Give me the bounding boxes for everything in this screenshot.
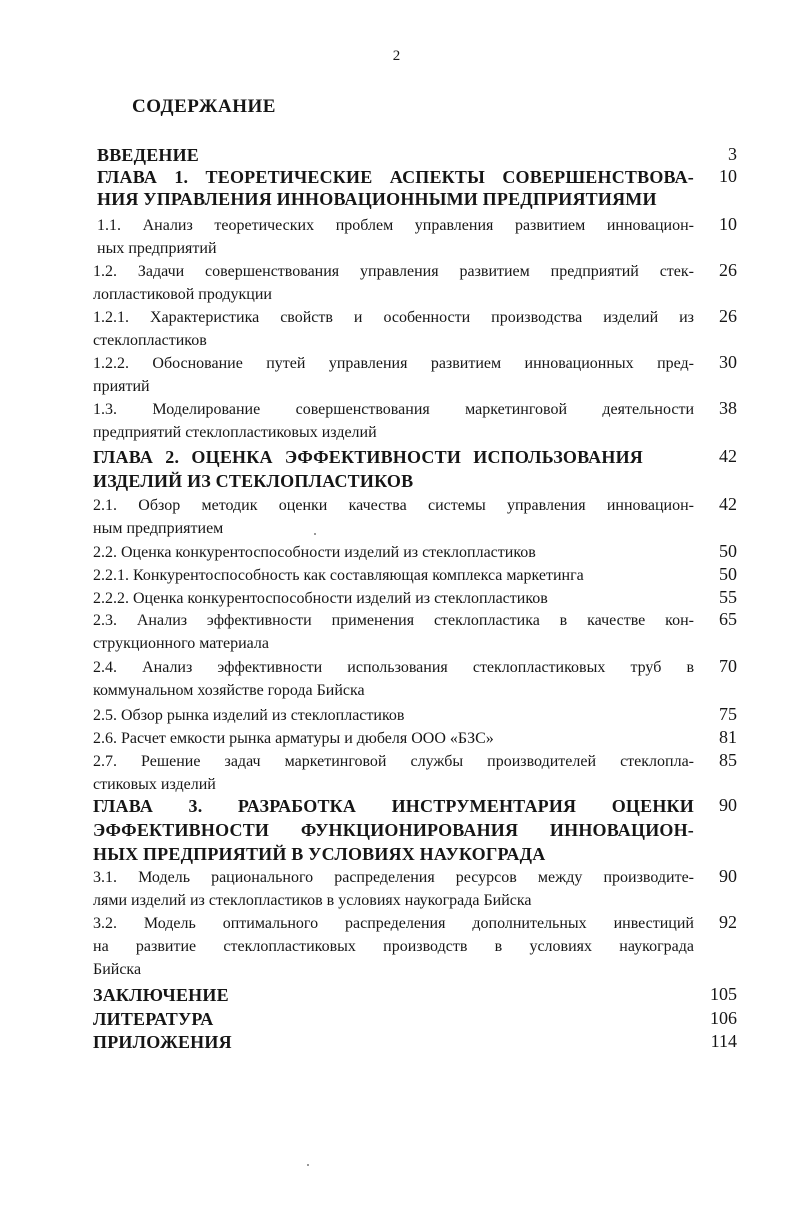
toc-entry-line: ВВЕДЕНИЕ (97, 145, 200, 165)
toc-entry-line: ГЛАВА 2. ОЦЕНКА ЭФФЕКТИВНОСТИ ИСПОЛЬЗОВАНИЯ (93, 447, 643, 467)
toc-entry-line: лопластиковой продукции (93, 286, 272, 303)
toc-entry-line: 2.5. Обзор рынка изделий из стеклопластиков (93, 707, 405, 724)
toc-page-number: 10 (719, 166, 737, 186)
toc-entry-line: 1.2.1. Характеристика свойств и особенности производства изделий из (93, 309, 694, 326)
toc-entry-line: 2.1. Обзор методик оценки качества системы управления инновацион- (93, 497, 694, 514)
toc-page-number: 3 (728, 144, 737, 164)
toc-entry-line: струкционного материала (93, 635, 269, 652)
toc-entry-line: стиковых изделий (93, 776, 216, 793)
toc-entry-line: на развитие стеклопластиковых производств в условиях наукограда (93, 938, 694, 955)
toc-page-number: 105 (710, 984, 737, 1004)
toc-page-number: 10 (719, 214, 737, 234)
toc-entry-line: 3.2. Модель оптимального распределения дополнительных инвестиций (93, 915, 694, 932)
toc-entry-line: 2.4. Анализ эффективности использования стеклопластиковых труб в (93, 659, 694, 676)
toc-page-number: 55 (719, 587, 737, 607)
toc-page-number: 85 (719, 750, 737, 770)
toc-entry-line: 2.2. Оценка конкурентоспособности изделий из стеклопластиков (93, 544, 536, 561)
toc-entry-line: 2.7. Решение задач маркетинговой службы производителей стеклопла- (93, 753, 694, 770)
toc-entry-line: ГЛАВА 1. ТЕОРЕТИЧЕСКИЕ АСПЕКТЫ СОВЕРШЕНСТВОВА- (97, 167, 694, 187)
toc-entry-line: ЛИТЕРАТУРА (93, 1009, 214, 1029)
toc-entry-line: 3.1. Модель рационального распределения ресурсов между производите- (93, 869, 694, 886)
toc-entry-line: Бийска (93, 961, 142, 978)
toc-entry-line: НИЯ УПРАВЛЕНИЯ ИННОВАЦИОННЫМИ ПРЕДПРИЯТИЯМИ (97, 189, 657, 209)
toc-entry-line: 1.1. Анализ теоретических проблем управления развитием инновацион- (97, 217, 694, 234)
toc-page-number: 30 (719, 352, 737, 372)
toc-entry-line: ЗАКЛЮЧЕНИЕ (93, 985, 229, 1005)
toc-page-number: 75 (719, 704, 737, 724)
toc-page-number: 92 (719, 912, 737, 932)
toc-entry-line: 1.3. Моделирование совершенствования маркетинговой деятельности (93, 401, 694, 418)
toc-page-number: 42 (719, 446, 737, 466)
toc-entry-line: приятий (93, 378, 150, 395)
toc-page-number: 38 (719, 398, 737, 418)
toc-page-number: 114 (710, 1031, 737, 1051)
toc-entry-line: стеклопластиков (93, 332, 207, 349)
scan-speck (307, 1164, 309, 1166)
toc-entry-line: ных предприятий (97, 240, 217, 257)
toc-page-number: 26 (719, 306, 737, 326)
toc-entry-line: коммунальном хозяйстве города Бийска (93, 682, 365, 699)
scan-speck (314, 533, 316, 535)
toc-entry-line: 2.6. Расчет емкости рынка арматуры и дюбеля ООО «БЗС» (93, 730, 494, 747)
toc-entry-line: 2.2.1. Конкурентоспособность как составляющая комплекса маркетинга (93, 567, 584, 584)
page-number: 2 (392, 48, 401, 64)
toc-page-number: 90 (719, 866, 737, 886)
toc-page-number: 90 (719, 795, 737, 815)
toc-entry-line: ПРИЛОЖЕНИЯ (93, 1032, 232, 1052)
toc-entry-line: ным предприятием (93, 520, 224, 537)
toc-page-number: 50 (719, 541, 737, 561)
toc-page-number: 106 (710, 1008, 737, 1028)
toc-entry-line: 2.2.2. Оценка конкурентоспособности изделий из стеклопластиков (93, 590, 548, 607)
toc-page-number: 70 (719, 656, 737, 676)
toc-page-number: 42 (719, 494, 737, 514)
toc-entry-line: ГЛАВА 3. РАЗРАБОТКА ИНСТРУМЕНТАРИЯ ОЦЕНКИ (93, 796, 694, 816)
toc-entry-line: ЭФФЕКТИВНОСТИ ФУНКЦИОНИРОВАНИЯ ИННОВАЦИОН- (93, 820, 694, 840)
toc-entry-line: ИЗДЕЛИЙ ИЗ СТЕКЛОПЛАСТИКОВ (93, 471, 414, 491)
toc-entry-line: НЫХ ПРЕДПРИЯТИЙ В УСЛОВИЯХ НАУКОГРАДА (93, 844, 546, 864)
toc-entry-line: 1.2.2. Обоснование путей управления развитием инновационных пред- (93, 355, 694, 372)
toc-page-number: 65 (719, 609, 737, 629)
toc-page-number: 50 (719, 564, 737, 584)
page-title: СОДЕРЖАНИЕ (132, 96, 276, 117)
toc-page-number: 81 (719, 727, 737, 747)
toc-entry-line: 2.3. Анализ эффективности применения стеклопластика в качестве кон- (93, 612, 694, 629)
toc-entry-line: предприятий стеклопластиковых изделий (93, 424, 377, 441)
toc-page-number: 26 (719, 260, 737, 280)
toc-entry-line: лями изделий из стеклопластиков в условиях наукограда Бийска (93, 892, 532, 909)
toc-entry-line: 1.2. Задачи совершенствования управления развитием предприятий стек- (93, 263, 694, 280)
